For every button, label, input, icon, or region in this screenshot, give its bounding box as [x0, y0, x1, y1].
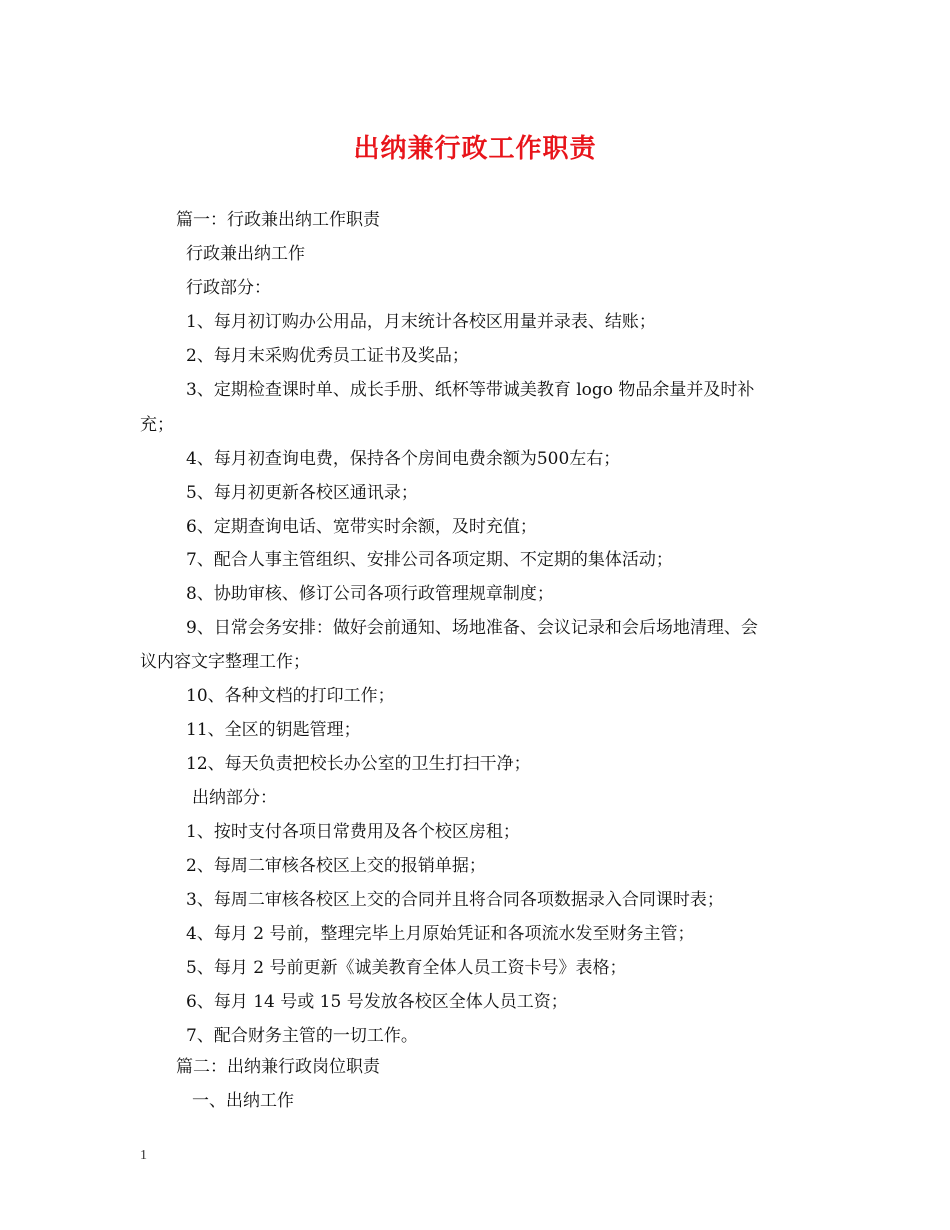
list-item: 3、定期检查课时单、成长手册、纸杯等带诚美教育 logo 物品余量并及时补: [186, 380, 755, 400]
subsection-heading: 一、出纳工作: [192, 1091, 294, 1111]
page-number: 1: [140, 1148, 147, 1163]
list-item: 4、每月初查询电费，保持各个房间电费余额为500左右；: [186, 449, 621, 469]
list-item-continuation: 议内容文字整理工作；: [140, 652, 310, 672]
section-heading-1: 篇一：行政兼出纳工作职责: [176, 210, 380, 230]
list-item: 10、各种文档的打印工作；: [186, 686, 395, 706]
list-item: 5、每月初更新各校区通讯录；: [186, 483, 418, 503]
list-item: 7、配合财务主管的一切工作。: [186, 1026, 418, 1046]
list-item: 12、每天负责把校长办公室的卫生打扫干净；: [186, 754, 531, 774]
list-item: 9、日常会务安排：做好会前通知、场地准备、会议记录和会后场地清理、会: [186, 618, 758, 638]
subsection-heading: 行政部分：: [186, 278, 271, 298]
list-item: 6、每月 14 号或 15 号发放各校区全体人员工资；: [186, 992, 568, 1012]
list-item: 2、每周二审核各校区上交的报销单据；: [186, 856, 486, 876]
list-item: 7、配合人事主管组织、安排公司各项定期、不定期的集体活动；: [186, 550, 673, 570]
section-heading-2: 篇二：出纳兼行政岗位职责: [176, 1057, 380, 1077]
subsection-heading: 出纳部分：: [192, 788, 277, 808]
list-item: 6、定期查询电话、宽带实时余额，及时充值；: [186, 517, 537, 537]
list-item-continuation: 充；: [140, 415, 174, 435]
list-item: 2、每月末采购优秀员工证书及奖品；: [186, 346, 469, 366]
document-title: 出纳兼行政工作职责: [353, 134, 597, 164]
list-item: 5、每月 2 号前更新《诚美教育全体人员工资卡号》表格；: [186, 958, 627, 978]
list-item: 3、每周二审核各校区上交的合同并且将合同各项数据录入合同课时表；: [186, 890, 724, 910]
list-item: 1、按时支付各项日常费用及各个校区房租；: [186, 822, 520, 842]
list-item: 1、每月初订购办公用品，月末统计各校区用量并录表、结账；: [186, 312, 656, 332]
list-item: 11、全区的钥匙管理；: [186, 720, 361, 740]
list-item: 8、协助审核、修订公司各项行政管理规章制度；: [186, 584, 554, 604]
paragraph: 行政兼出纳工作: [186, 244, 305, 264]
list-item: 4、每月 2 号前，整理完毕上月原始凭证和各项流水发至财务主管；: [186, 924, 695, 944]
